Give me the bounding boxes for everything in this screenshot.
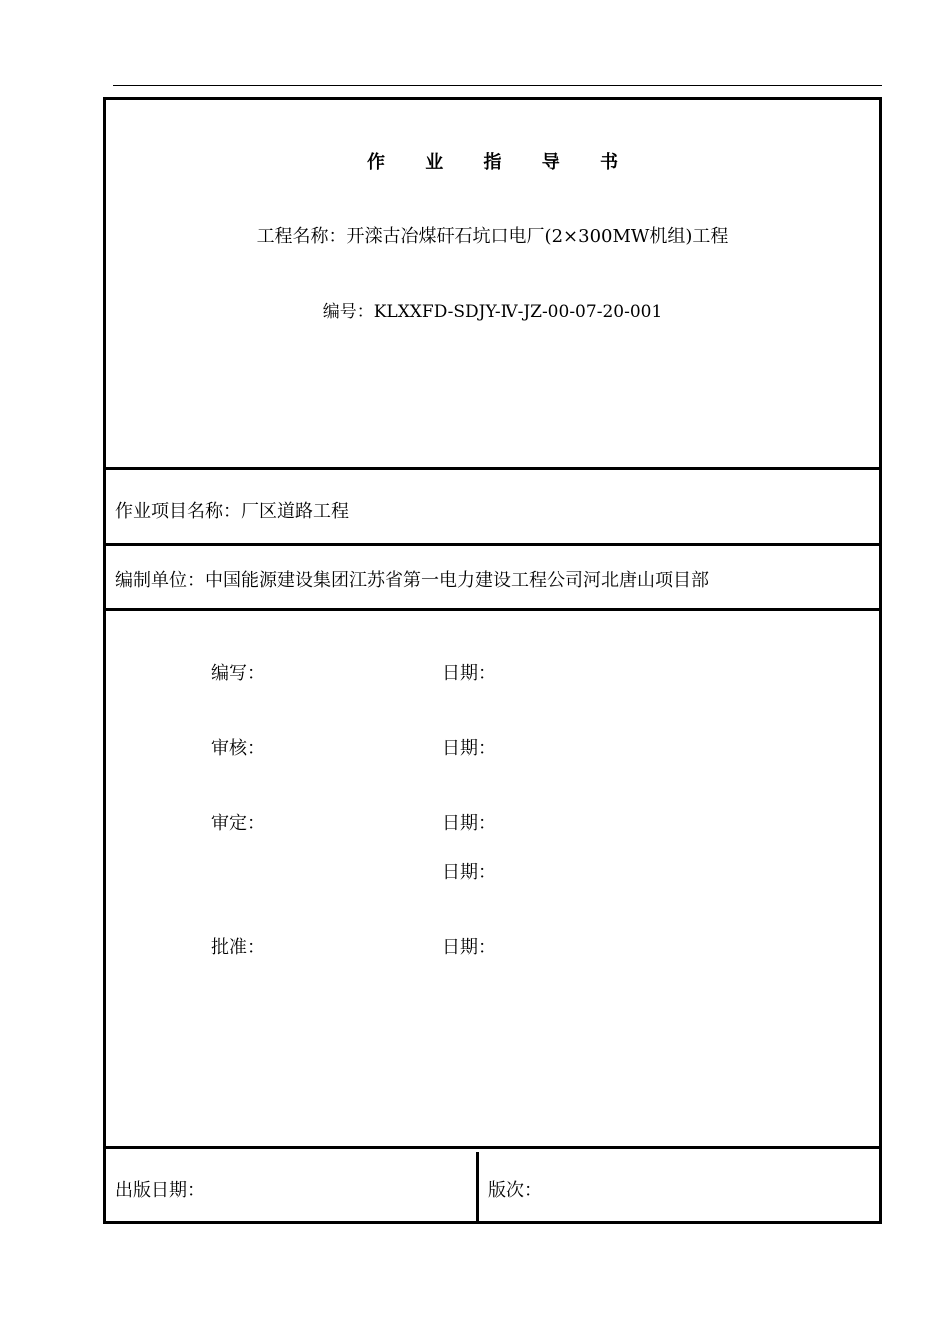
- footer-divider: [476, 1152, 479, 1221]
- approved-date-label: 日期：: [442, 813, 496, 834]
- compiled-by-label: 编写：: [211, 663, 265, 684]
- project-name: 工程名称：开滦古冶煤矸石坑口电厂(2×300MW机组)工程: [256, 226, 729, 247]
- document-number: 编号：KLXXFD-SDJY-Ⅳ-JZ-00-07-20-001: [322, 302, 663, 322]
- compiling-unit: 编制单位：中国能源建设集团江苏省第一电力建设工程公司河北唐山项目部: [115, 570, 709, 591]
- title-section: [106, 100, 879, 470]
- work-item-row: [106, 473, 879, 546]
- reviewed-by-label: 审核：: [211, 738, 265, 759]
- compiled-date-label: 日期：: [442, 663, 496, 684]
- approved-by-label: 审定：: [211, 813, 265, 834]
- signoff-section: [106, 614, 879, 1149]
- publish-date-label: 出版日期：: [115, 1180, 205, 1201]
- header-rule: [113, 85, 882, 86]
- footer-section: [106, 1152, 879, 1221]
- version-label: 版次：: [488, 1180, 542, 1201]
- document-frame: [103, 97, 882, 1224]
- extra-date-label: 日期：: [442, 862, 496, 883]
- work-item-name: 作业项目名称：厂区道路工程: [115, 501, 349, 522]
- authorized-date-label: 日期：: [442, 937, 496, 958]
- compiling-unit-row: [106, 549, 879, 611]
- reviewed-date-label: 日期：: [442, 738, 496, 759]
- authorized-by-label: 批准：: [211, 937, 265, 958]
- document-title: 作 业 指 导 书: [366, 152, 636, 173]
